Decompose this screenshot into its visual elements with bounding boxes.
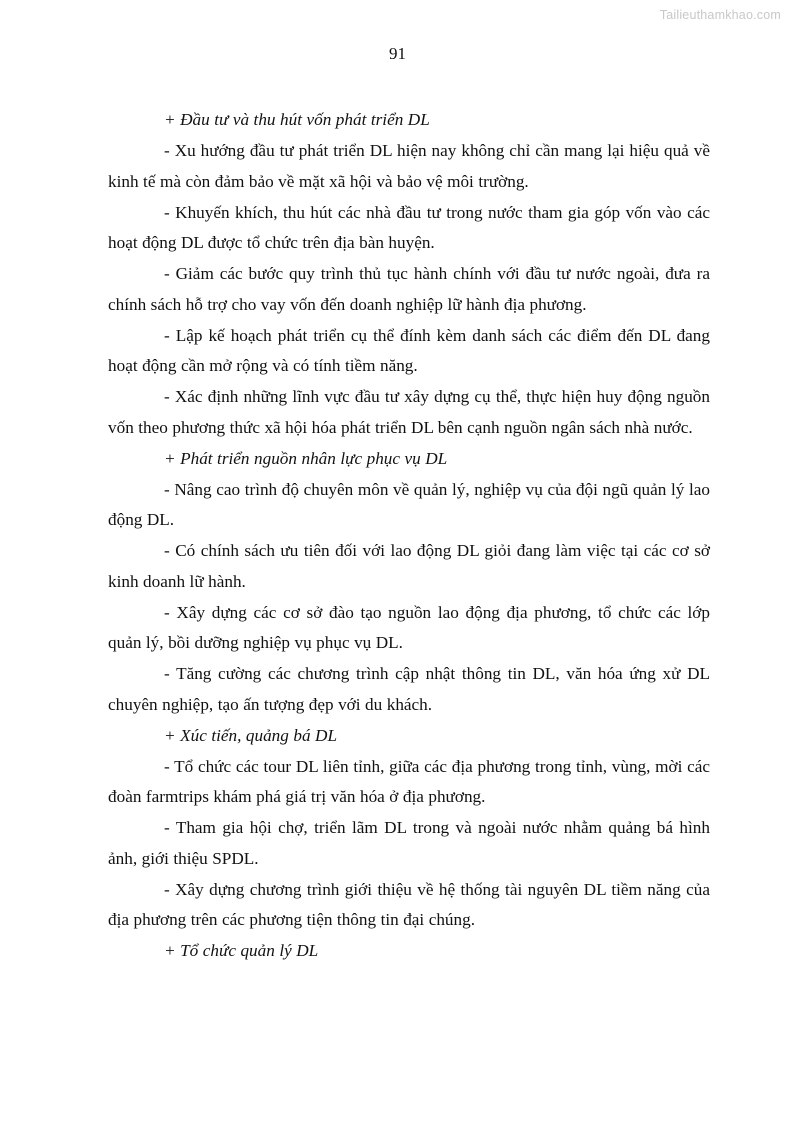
paragraph: - Nâng cao trình độ chuyên môn về quản lý, nghiệp vụ của đội ngũ quản lý lao động DL. <box>108 479 710 529</box>
section-heading: + Đầu tư và thu hút vốn phát triển DL <box>164 110 430 129</box>
page-number: 91 <box>389 44 406 63</box>
paragraph: - Tăng cường các chương trình cập nhật thông tin DL, văn hóa ứng xử DL chuyên nghiệp, tạo ấn tượng đẹp với du khách. <box>108 664 710 714</box>
paragraph: - Lập kế hoạch phát triển cụ thể đính kèm danh sách các điểm đến DL đang hoạt động cần mở rộng và có tính tiềm năng. <box>108 325 710 375</box>
paragraph: - Xây dựng chương trình giới thiệu về hệ thống tài nguyên DL tiềm năng của địa phương trên các phương tiện thông tin đại chúng. <box>108 879 710 929</box>
watermark-text: Tailieuthamkhao.com <box>659 8 781 22</box>
paragraph: - Tham gia hội chợ, triển lãm DL trong và ngoài nước nhằm quảng bá hình ảnh, giới thiệu SPDL. <box>108 818 710 868</box>
paragraph: - Xác định những lĩnh vực đầu tư xây dựng cụ thể, thực hiện huy động nguồn vốn theo phương thức xã hội hóa phát triển DL bên cạnh nguồn ngân sách nhà nước. <box>108 387 710 437</box>
paragraph: - Có chính sách ưu tiên đối với lao động DL giỏi đang làm việc tại các cơ sở kinh doanh lữ hành. <box>108 541 710 591</box>
paragraph: - Xây dựng các cơ sở đào tạo nguồn lao động địa phương, tổ chức các lớp quản lý, bồi dưỡng nghiệp vụ phục vụ DL. <box>108 602 710 652</box>
paragraph: - Giảm các bước quy trình thủ tục hành chính với đầu tư nước ngoài, đưa ra chính sách hỗ trợ cho vay vốn đến doanh nghiệp lữ hành địa phương. <box>108 264 710 314</box>
section-heading: + Tổ chức quản lý DL <box>164 941 319 960</box>
document-body <box>108 105 710 967</box>
paragraph: - Xu hướng đầu tư phát triển DL hiện nay không chỉ cần mang lại hiệu quả về kinh tế mà còn đảm bảo về mặt xã hội và bảo vệ môi trường. <box>108 141 710 191</box>
paragraph: - Khuyến khích, thu hút các nhà đầu tư trong nước tham gia góp vốn vào các hoạt động DL được tổ chức trên địa bàn huyện. <box>108 202 710 252</box>
section-heading: + Xúc tiến, quảng bá DL <box>164 725 338 745</box>
paragraph: - Tổ chức các tour DL liên tỉnh, giữa các địa phương trong tỉnh, vùng, mời các đoàn farmtrips khám phá giá trị văn hóa ở địa phương. <box>108 756 710 806</box>
section-heading: + Phát triển nguồn nhân lực phục vụ DL <box>164 448 448 468</box>
